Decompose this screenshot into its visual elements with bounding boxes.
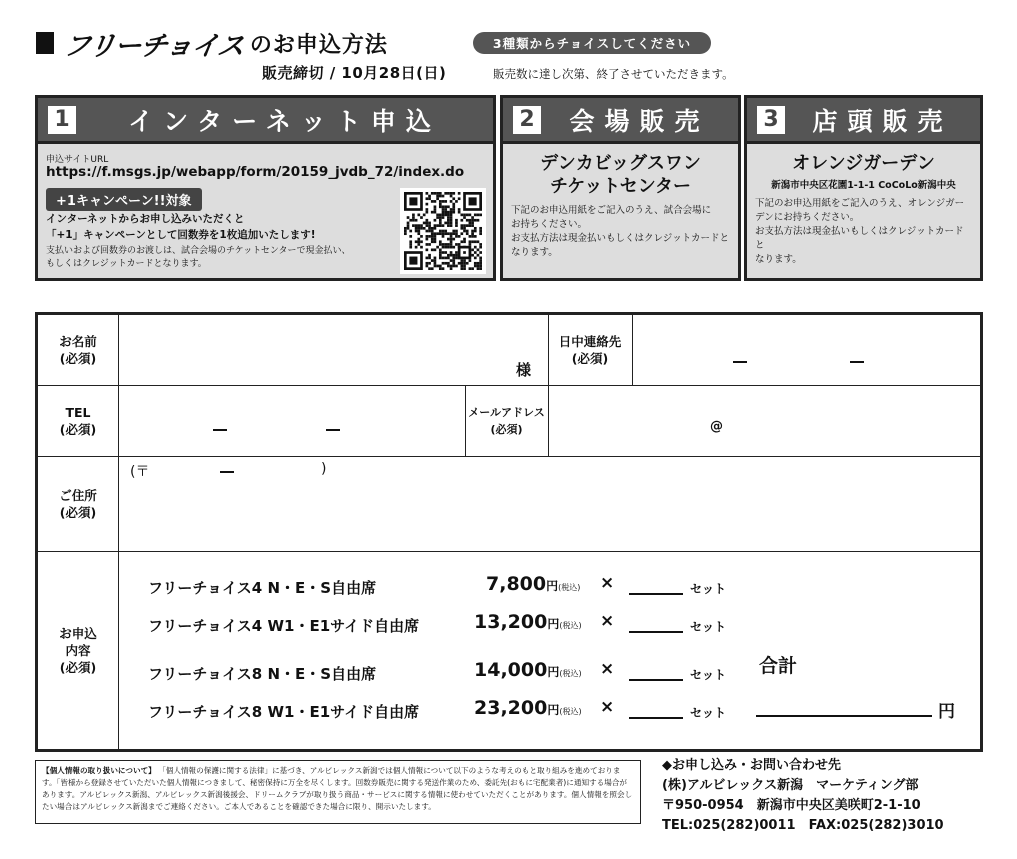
venue-description — [503, 198, 738, 260]
product-price — [474, 659, 582, 681]
form-divider — [548, 385, 549, 456]
deadline-note: 販売数に達し次第、終了させていただきます。 — [493, 67, 734, 81]
quantity-input[interactable] — [629, 593, 683, 595]
name-label — [38, 315, 118, 385]
description-line: お支払方法は現金払いもしくはクレジットカードと — [511, 233, 729, 244]
product-price — [474, 697, 582, 719]
internet-note-line: 「+1」キャンペーンとして回数券を1枚追加いたします! — [46, 229, 316, 241]
internet-note-line: インターネットからお申し込みいただくと — [46, 213, 245, 225]
contact-phones: TEL:025(282)0011 FAX:025(282)3010 — [662, 818, 944, 833]
channel-store — [744, 95, 983, 281]
channel-title: 会場販売 — [569, 106, 710, 136]
internet-note-line: もしくはクレジットカードとなります。 — [46, 259, 207, 269]
field-label: 日中連絡先 — [558, 334, 622, 349]
phone-separator — [850, 361, 864, 363]
email-input[interactable] — [550, 386, 980, 455]
product-price — [486, 573, 580, 595]
contact-heading: ◆お申し込み・お問い合わせ先 — [662, 758, 841, 773]
header-square-mark — [36, 32, 54, 54]
privacy-text: 「個人情報の保護に関する法律」に基づき、アルビレックス新潟では個人情報について以下のような考えのもと取り組みを進めております。「皆様から登録させていただいた個人情報につきまして、秘密保持に万全を尽くします。回数券販売に関する発送作業のため、委託先(おもに宅配業者)に通知する場合があります。アルビレックス新潟、アルビレックス新潟後援会、ドリームクラブが取り扱う商品・サービスに関する情報に使わせていただくことがあります。個人情報を照会したい場合はアルビレックス新潟までご連絡ください。ご本人であることを確認できた場合に限り、開示いたします。 — [42, 766, 633, 811]
internet-note-line: 支払いおよび回数券のお渡しは、試合会場のチケットセンターで現金払い、 — [46, 246, 351, 256]
channel-header — [747, 98, 980, 144]
tel-input[interactable] — [120, 386, 464, 455]
set-unit: セット — [690, 668, 727, 682]
description-line: 下記のお申込用紙をご記入のうえ、オレンジガー — [755, 198, 965, 209]
form-divider — [38, 551, 980, 552]
field-label: お申込 — [59, 626, 97, 641]
contact-info — [662, 756, 944, 836]
contact-address: 〒950-0954 新潟市中央区美咲町2-1-10 — [662, 798, 921, 813]
honorific-sama: 様 — [516, 361, 532, 379]
price-value: 23,200 — [474, 697, 548, 719]
form-divider — [632, 315, 633, 385]
set-unit: セット — [690, 620, 727, 634]
required-mark: (必須) — [59, 660, 97, 675]
page-header — [36, 28, 388, 62]
product-name: フリーチョイス8 N・E・S自由席 — [148, 665, 377, 683]
field-label: TEL — [65, 405, 91, 420]
yen-unit: 円 — [546, 579, 559, 593]
required-mark: (必須) — [59, 505, 97, 520]
phone-separator — [326, 429, 340, 431]
quantity-input[interactable] — [629, 717, 683, 719]
description-line: お支払方法は現金払いもしくはクレジットカードと — [755, 226, 964, 251]
day-contact-label — [548, 315, 632, 385]
email-label — [465, 386, 548, 456]
address-label — [38, 457, 118, 551]
tax-note: (税込) — [559, 707, 582, 716]
qr-code[interactable] — [400, 188, 486, 274]
tax-note: (税込) — [559, 621, 582, 630]
channel-header — [38, 98, 493, 144]
privacy-notice — [35, 760, 641, 824]
price-value: 13,200 — [474, 611, 548, 633]
yen-unit: 円 — [547, 703, 560, 717]
venue-name-line: チケットセンター — [549, 176, 692, 197]
store-address: 新潟市中央区花園1-1-1 CoCoLo新潟中央 — [771, 180, 956, 191]
required-mark: (必須) — [59, 351, 97, 366]
description-line: 下記のお申込用紙をご記入のうえ、試合会場に — [511, 205, 712, 216]
privacy-heading: 【個人情報の取り扱いについて】 — [42, 766, 156, 775]
sales-deadline: 販売締切 / 10月28日(日) — [262, 64, 447, 82]
product-name: フリーチョイス4 W1・E1サイド自由席 — [148, 617, 420, 635]
channel-venue — [500, 95, 741, 281]
channel-number: 1 — [48, 106, 76, 134]
set-unit: セット — [690, 706, 727, 720]
multiply-sign: × — [600, 697, 615, 717]
description-line: お持ちください。 — [511, 219, 588, 230]
field-label: お名前 — [59, 334, 97, 349]
multiply-sign: × — [600, 573, 615, 593]
store-description — [747, 191, 980, 267]
application-form — [35, 312, 983, 752]
multiply-sign: × — [600, 659, 615, 679]
site-url-caption: 申込サイトURL — [46, 155, 109, 165]
channel-internet — [35, 95, 496, 281]
required-mark: (必須) — [571, 351, 609, 366]
email-at-sign: @ — [710, 419, 723, 434]
name-input[interactable] — [120, 315, 547, 384]
product-name: フリーチョイス8 W1・E1サイド自由席 — [148, 703, 420, 721]
product-price — [474, 611, 582, 633]
channel-number: 3 — [757, 106, 785, 134]
order-label — [38, 552, 118, 749]
page-title: のお申込方法 — [249, 32, 388, 58]
total-label: 合計 — [759, 655, 798, 677]
description-line: なります。 — [511, 247, 558, 258]
channel-title: インターネット申込 — [128, 106, 441, 136]
set-unit: セット — [690, 582, 727, 596]
multiply-sign: × — [600, 611, 615, 631]
tel-label — [38, 386, 118, 456]
total-input[interactable] — [756, 715, 932, 717]
field-label: メールアドレス — [468, 406, 545, 419]
quantity-input[interactable] — [629, 631, 683, 633]
channel-number: 2 — [513, 106, 541, 134]
tax-note: (税込) — [558, 583, 581, 592]
yen-unit: 円 — [547, 665, 560, 679]
choice-badge: 3種類からチョイスしてください — [473, 32, 711, 54]
description-line: なります。 — [755, 254, 802, 265]
price-value: 14,000 — [474, 659, 548, 681]
application-url-link[interactable]: https://f.msgs.jp/webapp/form/20159_jvdb_72/index.do — [46, 164, 465, 180]
tax-note: (税込) — [559, 669, 582, 678]
day-contact-input[interactable] — [634, 315, 980, 384]
description-line: デンにお持ちください。 — [755, 212, 860, 223]
field-label: 内容 — [65, 643, 91, 658]
channel-header — [503, 98, 738, 144]
price-value: 7,800 — [486, 573, 547, 595]
contact-organization: (株)アルビレックス新潟 マーケティング部 — [662, 778, 919, 793]
field-label: ご住所 — [59, 488, 97, 503]
required-mark: (必須) — [59, 422, 97, 437]
yen-unit: 円 — [547, 617, 560, 631]
phone-separator — [213, 429, 227, 431]
store-name: オレンジガーデン — [792, 153, 935, 174]
venue-name-line: デンカビッグスワン — [540, 153, 701, 174]
product-name: フリーチョイス4 N・E・S自由席 — [148, 579, 377, 597]
postal-open: (〒 — [130, 464, 150, 480]
campaign-badge: +1キャンペーン!!対象 — [46, 188, 202, 211]
brand-logo: フリーチョイス — [61, 30, 246, 62]
postal-close: ) — [321, 461, 327, 477]
address-input[interactable] — [120, 457, 980, 550]
total-yen-unit: 円 — [938, 702, 955, 722]
quantity-input[interactable] — [629, 679, 683, 681]
form-divider — [118, 315, 119, 749]
channel-title: 店頭販売 — [812, 106, 953, 136]
required-mark: (必須) — [490, 423, 523, 436]
phone-separator — [733, 361, 747, 363]
postal-separator — [220, 471, 234, 473]
qr-code-graphic — [404, 192, 482, 270]
venue-name — [503, 152, 738, 198]
